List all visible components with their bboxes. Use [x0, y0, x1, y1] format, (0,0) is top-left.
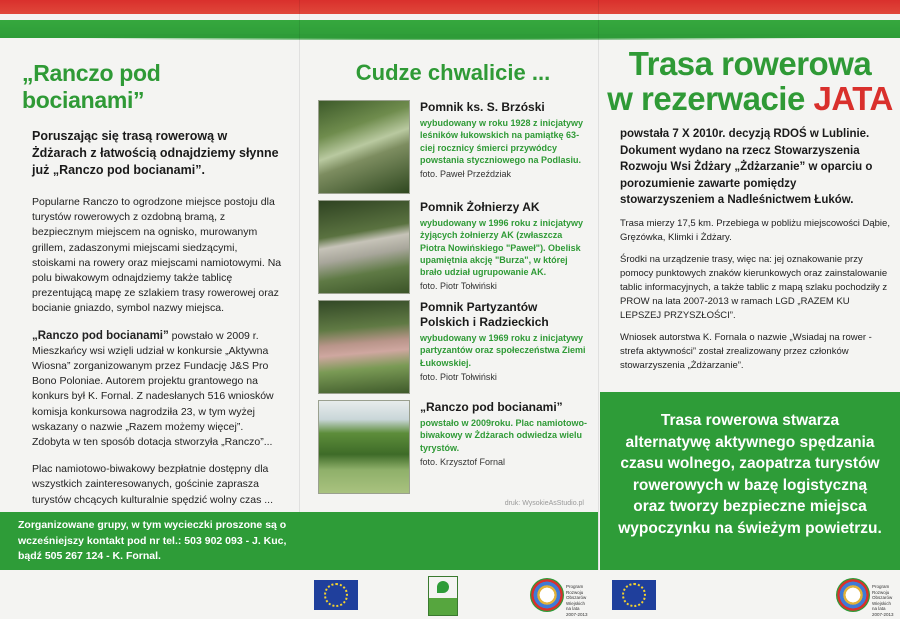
route-summary-text: Trasa rowerowa stwarza alternatywę aktywnego spędzania czasu wolnego, zaopatrza turystów rowerowych w bazę logistyczną oraz tworzy bezpieczne miejsca wypoczynku na świeżym powietrzu. — [618, 412, 882, 537]
ranczo-title: „Ranczo pod bocianami” — [420, 400, 563, 414]
contact-text: Zorganizowane grupy, w tym wycieczki proszone są o wcześniejszy kontakt pod nr tel.: 503 902 093 - J. Kuc, bądź 505 267 124 - K. Fornal. — [18, 519, 287, 562]
prow-caption: Program Rozwoju Obszarów Wiejskich na lata 2007-2013 — [872, 584, 894, 617]
monument-photo — [318, 200, 410, 294]
eu-flag-icon — [314, 580, 358, 610]
monument-title: Pomnik ks. S. Brzóski — [420, 100, 545, 114]
left-panel-para1: Popularne Ranczo to ogrodzone miejsce postoju dla turystów rowerowych z ozdobną bramą, z bezpiecznym miejscem na ognisko, murowanym grillem, zadaszonymi miejscami siedzącymi, stoiskami na rowery oraz miejscami namiotowymi. Na polu biwakowym odnajdziemy także tablicę prezentującą mapę ze szlakiem trasy rowerowej oraz bocianie gniazdo, symbol nazwy miejsca. — [32, 196, 282, 315]
monument-item — [318, 100, 588, 194]
route-para3: Wniosek autorstwa K. Fornala o nazwie „Wsiadaj na rower - strefa aktywności” został zrealizowany przez członków stowarzyszenia „Żdżarzanie”. — [620, 331, 872, 371]
prow-caption: Program Rozwoju Obszarów Wiejskich na lata 2007-2013 — [566, 584, 588, 617]
route-title — [600, 46, 900, 116]
monument-desc: wybudowany w roku 1928 z inicjatywy leśników łukowskich na pamiątkę 63-ciej rocznicy śmierci przywódcy powstania styczniowego na Podlasiu. — [420, 118, 584, 165]
monument-photo — [318, 100, 410, 194]
left-panel — [22, 46, 284, 520]
route-lead: powstała 7 X 2010r. decyzją RDOŚ w Lublinie. Dokument wydano na rzecz Stowarzyszenia Rozwoju Wsi Żdżary „Żdżarzanie” w oparciu o porozumienie zawarte pomiędzy stowarzyszeniem a Nadleśnictwem Łuków. — [620, 128, 873, 206]
route-para1: Trasa mierzy 17,5 km. Przebiega w pobliżu miejscowości Dąbie, Gręzówka, Klimki i Żdżary. — [620, 217, 890, 243]
route-summary-box — [600, 392, 900, 570]
ranczo-photo — [318, 400, 410, 494]
para2-rest: powstało w 2009 r. Mieszkańcy wsi wzięli udział w konkursie „Aktywna Wiosna” zorganizowanym przez Fundację J&S Pro Bono Poloniae. Autorem projektu grantowego na konkurs był K. Fornal. Z nadesłanych 516 wniosków komisja konkursowa nagrodziła 23, w tym wyżej wskazany o nazwie „Razem możemy więcej”. Zdobyta w ten sposób dotacja stworzyła „Ranczo”... — [32, 329, 274, 449]
monument-title: Pomnik Żołnierzy AK — [420, 200, 540, 214]
left-panel-para3: Plac namiotowo-biwakowy bezpłatnie dostępny dla wszystkich zainteresowanych, gościnie zaprasza turystów chcących kulturalnie spędzić wolny czas ... — [32, 463, 274, 506]
header-stripes — [0, 0, 900, 40]
monument-item — [318, 200, 588, 294]
route-title-line2 — [600, 81, 900, 116]
photo-credit: foto. Piotr Tołwiński — [420, 371, 497, 382]
monument-item — [318, 400, 588, 494]
para2-bold: „Ranczo pod bocianami” — [32, 329, 169, 342]
route-para2: Środki na urządzenie trasy, więc na: jej oznakowanie przy pomocy punktowych znaków kierunkowych oraz zainstalowanie tablic informacyjnych, a także tablic z mapą szlaku pochodziły z PROW na lata 2007-2013 w ramach LGD „RAZEM KU LEPSZEJ PRZYSZŁOŚCI”. — [620, 253, 888, 321]
monument-title: Pomnik Partyzantów Polskich i Radzieckich — [420, 300, 549, 329]
prow-logo-icon — [530, 576, 590, 616]
leader-logo-icon — [428, 576, 458, 616]
right-panel — [600, 46, 900, 381]
photo-credit: foto. Krzysztof Fornal — [420, 456, 506, 467]
monument-item — [318, 300, 588, 394]
monument-desc: wybudowany w 1969 roku z inicjatywy partyzantów oraz społeczeństwa Ziemi Łukowskiej. — [420, 333, 586, 368]
prow-logo-icon — [836, 576, 896, 616]
left-panel-title: „Ranczo pod bocianami” — [22, 60, 161, 113]
middle-panel-title: Cudze chwalicie ... — [355, 60, 551, 85]
monument-photo — [318, 300, 410, 394]
ranczo-desc: powstało w 2009roku. Plac namiotowo-biwakowy w Żdżarach odwiedza wielu tyrystów. — [420, 418, 588, 453]
monument-desc: wybudowany w 1996 roku z inicjatywy żyjących żołnierzy AK (zwłaszcza Piotra Nowińskiego "Paweł"). Obelisk upamiętnia akcję "Burza", w której brało udział ugrupowanie AK. — [420, 218, 584, 278]
title-prefix: w rezerwacie — [607, 80, 814, 117]
print-watermark: druk: WysokieAsStudio.pl — [504, 500, 584, 507]
photo-credit: foto. Paweł Przeździak — [420, 169, 512, 180]
logo-strip — [0, 570, 900, 619]
contact-box — [0, 512, 598, 570]
green-stripe — [0, 20, 900, 38]
middle-panel — [318, 46, 588, 507]
title-accent: JATA — [813, 80, 893, 117]
route-title-line1: Trasa rowerowa — [628, 45, 872, 82]
eu-flag-icon — [612, 580, 656, 610]
red-stripe — [0, 0, 900, 14]
photo-credit: foto. Piotr Tołwiński — [420, 281, 497, 292]
left-panel-lead: Poruszając się trasą rowerową w Żdżarach z łatwością odnajdziemy słynne już „Ranczo pod bocianami”. — [32, 129, 279, 177]
left-panel-para2 — [32, 329, 284, 451]
fold-line — [598, 0, 599, 619]
